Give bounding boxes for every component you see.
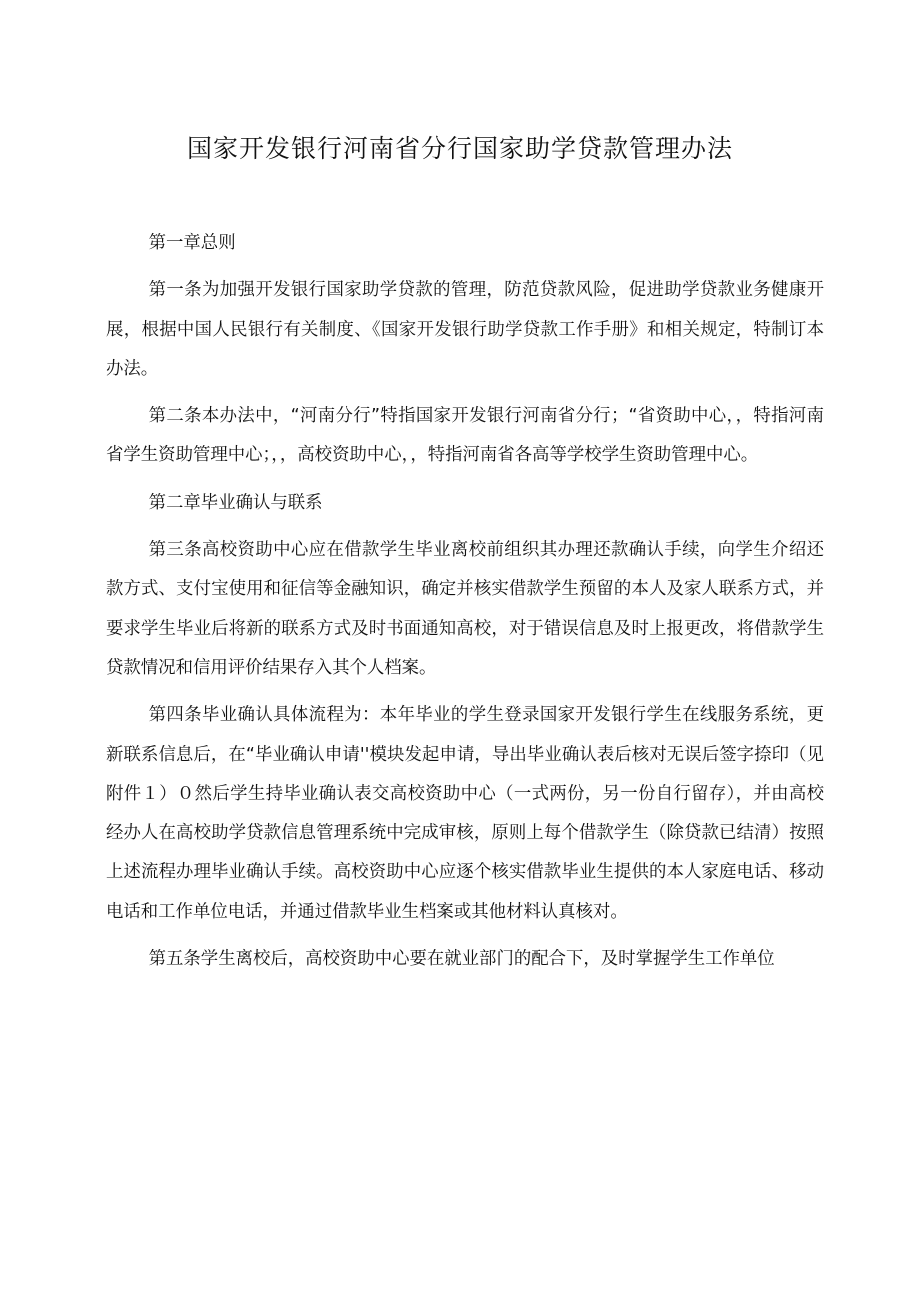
article-1-paragraph: 第一条为加强开发银行国家助学贷款的管理，防范贷款风险，促进助学贷款业务健康开展，根据中国人民银行有关制度、《国家开发银行助学贷款工作手册》和相关规定，特制订本办法。 bbox=[106, 280, 824, 379]
article-4-paragraph: 第四条毕业确认具体流程为：本年毕业的学生登录国家开发银行学生在线服务系统，更新联系信息后，在“毕业确认申请''模块发起申请，导出毕业确认表后核对无误后签字捺印（见附件１）０然后学生持毕业确认表交高校资助中心（一式两份，另一份自行留存），并由高校经办人在高校助学贷款信息管理系统中完成审核，原则上每个借款学生（除贷款已结清）按照上述流程办理毕业确认手续。高校资助中心应逐个核实借款毕业生提供的本人家庭电话、移动电话和工作单位电话，并通过借款毕业生档案或其他材料认真核对。 bbox=[106, 705, 824, 922]
chapter-2-heading: 第二章毕业确认与联系 bbox=[148, 492, 323, 513]
document-body bbox=[106, 224, 824, 987]
document-title: 国家开发银行河南省分行国家助学贷款管理办法 bbox=[186, 134, 733, 163]
article-5-paragraph: 第五条学生离校后，高校资助中心要在就业部门的配合下，及时掌握学生工作单位 bbox=[148, 949, 775, 970]
chapter-1-heading: 第一章总则 bbox=[148, 233, 236, 253]
article-2-paragraph: 第二条本办法中，“河南分行”特指国家开发银行河南省分行；“省资助中心，，特指河南省学生资助管理中心；，，高校资助中心，，特指河南省各高等学校学生资助管理中心。 bbox=[106, 406, 824, 466]
article-3-paragraph: 第三条高校资助中心应在借款学生毕业离校前组织其办理还款确认手续，向学生介绍还款方式、支付宝使用和征信等金融知识，确定并核实借款学生预留的本人及家人联系方式，并要求学生毕业后将新的联系方式及时书面通知高校，对于错误信息及时上报更改，将借款学生贷款情况和信用评价结果存入其个人档案。 bbox=[106, 540, 824, 678]
